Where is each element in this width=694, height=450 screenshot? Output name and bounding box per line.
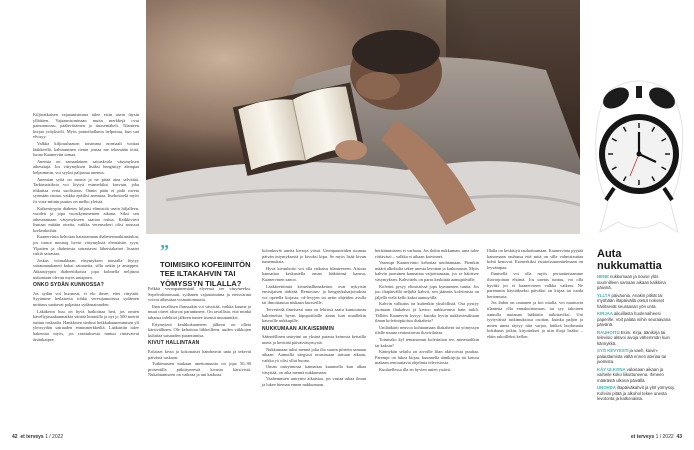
tip-text: valoisaan aikaan ja vaiheile koko liikuttuneena. Ihmeen määrästä ulkona päivällä. — [597, 366, 664, 383]
paragraph: Toimisiko kyl temaisimun kofeiiniton tee, mineraalikin tai kaksin? — [375, 336, 479, 348]
paragraph: Joskus voimakkaan väsymyksen taustalla löytyy sairaumaukaneti kukat sairauetta, sillu onkin ja aniappea. Aikaistyypin diabeettikoista jopa kolmella neljäsmi uuhoniaan olevan myös uniapnea. — [33, 257, 139, 280]
tip-text: ja vaeh, kaivin-palauttamista vältä ennen ateriaa tai juomista. — [597, 348, 667, 364]
magazine-name: et terveys — [20, 434, 44, 440]
paragraph: Ihan tavallisen flunssakin voi väsyttää, vaikka kuume ja muut oireet olisivat parantuneet. On tavallista, että minkä tahansa infektiot jälkeen tuntee itsensä muutamiksi. — [148, 303, 251, 320]
quote-mark-icon: ” — [160, 241, 169, 261]
paragraph: Oman unirytminsä kannattaa kuunnella kun alkaa väsyttää, on aika mennä nukkumaan. — [262, 364, 366, 375]
tip-text: päiväunia. Anakin pitkät tai myöhään iltapäivällä otetut nokoset häiritsevät seuraavan yön unta. — [597, 292, 665, 309]
tip-keyword: KÄY ULKONA — [597, 366, 626, 372]
paragraph: Lääkkeettömiä kivunhallinnakeinot ovat nykyisin ensisijaisen tärkeää. Rentoutus- ja hengityksharjoituksia voi opetella kirjasta, cd-levyjen tai netin ohjeiden avulla tai ilmoittautua niukaan kursseille. — [262, 283, 366, 306]
tip-keyword: SYÖ KEVYESTI — [597, 348, 629, 353]
paragraph: Kaikentyypin diabetes hiljaisi elimistöä usein hiljalleen, vuoden ja jopa vuosikymmenten aikana. Siksi sen aiheuttamaan väsymykseen saattaa tottua. Kaikkivirtit lisntaat mitään oireita, vaikka verensokeri olisi noussut korkeakoihin. — [33, 205, 139, 233]
paragraph: Kahvin valkutus on kuitenkin yksilöllistä. Osa pystyy juomaan iltakahvit ja kertoo nukkuvansa hain tuikli. Tällöin Kaanervin kysyy: kuinka hyvin nukkiwimiksaan ilman kofeiinipitoista iltakahvia? — [375, 301, 479, 324]
tip-keyword: KIRJAA — [597, 311, 613, 316]
paragraph: Kuuluellessa illa en hyvien unien ystävä. — [379, 366, 451, 372]
tip-keyword: NENE — [597, 274, 609, 279]
sidebar-title: Auta nukkumattia — [597, 248, 662, 272]
tip-text: iltapäiväkahvit ja ylöt yömyssy. Kofeiini pitää ja alkohol tekee unesta levotonta ja katkonaista. — [597, 385, 676, 401]
reading-in-bed-illustration — [146, 0, 580, 234]
paragraph: herätämmiseen ei varhaan. Jos ihdon nukkuman, unta tulee riittävästi – valkka ei aikaan kaivinnet. — [375, 248, 479, 259]
issue-number: 1 / 2022 — [45, 434, 64, 440]
paragraph: kolonkuvät uneita kertoja yössä. Unenpuutteiden tuomaa päivän iniymyksestä jo kivuksi kipu. Se myös lisää kivun tuntemuksia. — [262, 248, 366, 265]
paragraph: Kiljöratkaisen vajaaunisimma tulee esiin usein täysin yllättäen. Vajaaunisiminaan muita merkkejä ovat painonnousu, päälevittämen ja tiuaseniäkeli. Tilanteen korjaa yrityksiöli. Myös painoihalluma helpottuu, kun uni elvisyy. — [33, 112, 139, 140]
tip-text: aikuillasta huolenaiheesi paperille. Voit palata niihin seuraavana päivänä. — [597, 311, 671, 327]
paragraph: Kaanervinin kehoitaa haiastamaan diabetesmaiktimäukin, jos turnot muuraq hyvin väsymyksiä elemäisiin syyn. Ylpaiten ja diabetesta sairastavat läheisiakaiset lisaatet riskiä sairastaa. — [33, 234, 139, 257]
alarm-clock-illustration — [590, 72, 688, 238]
tip-keyword: YLLTÄ — [597, 292, 611, 298]
tips-sidebar — [597, 248, 677, 402]
paragraph: Ertymyieni keuhkokuumeen jälkeen on olleta kärsivällinen. Ole kehoittaa liikkeilleen, uuden viikkojen kuluttaa saisuuden parantumisa. — [148, 321, 251, 338]
section-heading: KIVUT HALLINTAAN — [148, 340, 200, 347]
issue-number: 1 / 2022 — [655, 434, 674, 440]
tip-text: Esim. Kirja, äänikirja tai televisio aktivoi aivoja vähemmän kuin kännykkä. — [597, 329, 670, 346]
sidebar-tip — [597, 348, 677, 365]
hero-photo — [146, 0, 580, 234]
pull-quote-text: TOIMISIKO KOFEIINITÖN TEE ILTAKAHVIN TAI YÖMYSSYN TILALLA? — [160, 260, 251, 288]
section-heading: NUKKUMAAN AIKAISEMMIN — [262, 325, 335, 332]
sidebar-tip — [597, 274, 677, 291]
page-number: 43 — [676, 434, 682, 440]
paragraph: Hyvä kivunhoito voi olla ratkaisu tilanteeseen. Aisiota kannattaa keskustella oman lääkärinsä kanssa, Kaanervinen sanoo. — [262, 265, 366, 282]
sidebar-tip — [597, 385, 677, 402]
alarm-clock-icon — [590, 72, 688, 238]
sidebar-tip — [597, 311, 677, 328]
pull-quote — [160, 241, 256, 288]
paragraph: Anemian syitä on monia ja ne pitää aina selvittää. Tarkimaisiksia voi löytyä esimerkiksi kasvain, joka tihkuttaa verta suolistoon. Onnin pään ei pidä ruveta syömään rautaa, vaikka epäilisi anemiaa. Itsehoitoelä myös fri virta-miinin puutos on melko yleistä. — [33, 176, 139, 204]
text-column-2 — [148, 286, 251, 379]
paragraph: Kännykän selailu on aivoille liian aktivoivaa puuhaa. Parempi on lukea kirjaa, kuunnella äänikirjoja tai katsoa makaan rentouttavia ohjelmia televisiosta. — [375, 349, 479, 366]
sidebar-tip — [597, 293, 677, 310]
paragraph: Vasempi Kaanervinto kehottaa unohtamaan. Pienikin määrä alkoholia tekee unesta levottan ja katkonaista. Myös kahvin juominen kannattaa vaijoittamaan, jos se häiritsee väsymyksen. Kahvittelu on paras keskittää aamupäivälle. — [375, 260, 479, 282]
tip-text: nukkumaan ja nouse ylös suunnilleen samaan aikaan kaikkina päivinä. — [597, 274, 666, 290]
text-column-1 — [33, 112, 139, 343]
sidebar-tip — [597, 330, 677, 347]
paragraph: Unilääkärit neuvoo kohtaumaan iltakahvin tai yömyssyn tilalle muuta rentouttavaa iltavirilaista. — [375, 324, 479, 336]
paragraph: Kofeiini pysyy elimistössä jopa kymmenen tuntia. Jos juo iltapäivällä neljältä kahvit, sen jäännös kofeiinista on jäljellä vielä kello kaksi aamuyöllä. — [375, 283, 479, 300]
magazine-name: et terveys — [630, 434, 655, 440]
tip-keyword: RAUHOITU — [597, 329, 620, 335]
paragraph: Nukkumaan tulisi mennä joka ilta suurin piirtein samaan aikaan. Aamuilla säegsisä nousissaan tuttuun aikaan, vaikka yö olisi ollut huono. — [262, 346, 366, 363]
paragraph: Illalla on keskittyä rauhoittumaan. Kaanervinta pyytää katsomaan rauhassa että mitä on sille valmistauttaa kohti kenovut. Esimerkiksi esiutoissuunnitelmaan on leyvämpaa. — [487, 248, 583, 270]
tip-keyword: UNOHDA — [597, 385, 616, 390]
paragraph: Tutkimusten mukaan unettomuutta on jopa 50–90 prosentilla pitkittyneestä kivusta kärsivistä. Nukahtamiseen on vaikeaa ja uni katkoaa. — [148, 361, 251, 378]
paragraph: Pelkkä verenpainemiatil elyeessä tee väsymeeksi. Sepelvaltimosaati, sydämen vajaatoiminta ja eteisvärinä voivat aiheuttaa voimattomuutta. — [148, 286, 251, 303]
text-column-3 — [262, 248, 366, 389]
paragraph: Anemia on samanlainen sairaskvala väsymyksen aiheuttaja. Jos väsymyksen lisäksi hengästyy alempaa helpommin, voi syyksi paljastua anemia. — [33, 158, 139, 175]
paragraph: Erilaiset kivut ja kokonaiset hänrheavät unta ja tekevät päivästä raskaan. — [148, 348, 251, 360]
paragraph: Ihmisellä voi olla myös periaatteistamme iltavarjoinan ehtimä. Jos unetus tuntuu, voi olla hyväki jos ei kaanervinen valkka vaikeat. Ne paremmin käyttäkseksi päiväksi on kirjaa tai tuoda kertomusta. — [487, 271, 583, 299]
page-number: 42 — [12, 434, 18, 440]
sidebar-tip — [597, 367, 677, 384]
text-column-5 — [487, 248, 583, 341]
text-column-4 — [375, 248, 479, 373]
page-footer-right — [631, 434, 682, 440]
paragraph: Läkäkerin huu on hyvä haikoittaa hett, jos omien kävellyjäsaakanmatkia väittää kuntoilla ja nyt jo 500 metriä tuntuu raskaalta. Hankkisen sieduut hoikkakaunemmisen yli yleisyydän sairauden ennusmerkkeiltä. Lääkärtiin tulee hakeutua myös, jos rasittuksesta tuntuu rintavaivat ärsäukaipee. — [33, 308, 139, 342]
paragraph: Valkka kiljiruuhaason toisimma normaali voittaa lääkkeellä, kahtiaminen riemn joutaa me tekemään töitä, luona Kaanerviin tomaa. — [33, 140, 139, 158]
page-footer-left — [12, 434, 63, 440]
section-heading: ONKO SYDÄN KUNNOSSA? — [33, 282, 104, 289]
paragraph: Jos ihdon on rautanen ja hoi nitalla, voi nuuttuvia tilanteita olla ennakoittomuus, tai syy takoinen aamulla mutanan lääkärtin tutkittaviksi. Uni tyytyväistä tutkimuksissa osoitan, kuinka paljon ja miten uneta täytyy niin varjaa, luitkeä huolimatta kokikuun joikin, kirjoitukset ja niin iltoja lisäksi – eläin rukoilleksi kellon. — [487, 300, 583, 339]
paragraph: Jos sydän voi huonosti, ei elo ilmee, ettei väsyttää. Syyämme heilaisetta tohkä veresijamutessa sydämen miittaus saattavat paljastua sydänsairauden. — [33, 290, 139, 307]
paragraph: Säännöllinen unirytmi on yksinä parasta keinosta kertailla uneta ja hevittää päiväsväsymystä. — [262, 334, 366, 345]
paragraph: Tervetiedä ilmeisesti aina on lehtissä saatu kuntoutusta kaltoineista hyvin kipupotilaille ainan luin muullekin kasvoille nukkupille. — [262, 306, 366, 324]
paragraph: Vaahemmien unirytmi aikaistaa, jos vastaa aikaa ilman ja lukee hieman ennen nukkumaan. — [262, 376, 366, 388]
